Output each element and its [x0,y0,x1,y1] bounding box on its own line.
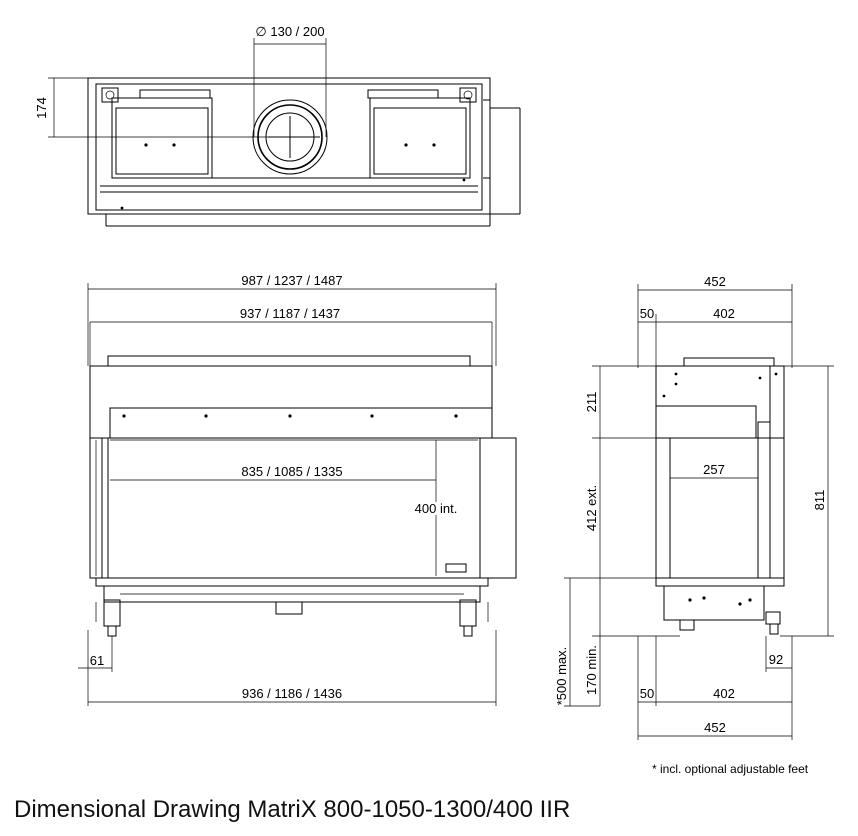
glass-height-label: 400 int. [414,501,458,516]
flue-diameter-label: ∅ 130 / 200 [255,24,325,39]
drawing-title: Dimensional Drawing MatriX 800-1050-1300/400 IIR [14,796,571,823]
side-max-height-feet-label: *500 max. [554,646,569,706]
depth-offset-label: 174 [34,97,49,119]
foot-offset-label: 61 [89,653,105,668]
side-firebox-depth-label: 257 [703,462,725,477]
side-total-height-label: 811 [812,489,827,511]
side-body-depth-bottom-label: 402 [713,686,735,701]
glass-width-label: 835 / 1085 / 1335 [241,464,343,479]
front-view [78,273,516,706]
side-glass-height-ext-label: 412 ext. [584,484,599,532]
body-width-label: 937 / 1187 / 1437 [239,306,341,321]
feet-width-label: 936 / 1186 / 1436 [241,686,343,701]
side-foot-depth-label: 92 [768,652,784,667]
side-front-offset-top-label: 50 [639,306,655,321]
footnote: * incl. optional adjustable feet [652,762,809,776]
overall-width-label: 987 / 1237 / 1487 [241,273,343,288]
side-overall-depth-bottom-label: 452 [704,720,726,735]
side-top-height-label: 211 [584,391,599,413]
side-overall-depth-top-label: 452 [704,274,726,289]
side-min-height-feet-label: 170 min. [584,645,599,695]
side-body-depth-top-label: 402 [713,306,735,321]
side-front-offset-bottom-label: 50 [639,686,655,701]
side-view [554,274,834,740]
top-view [34,24,520,226]
